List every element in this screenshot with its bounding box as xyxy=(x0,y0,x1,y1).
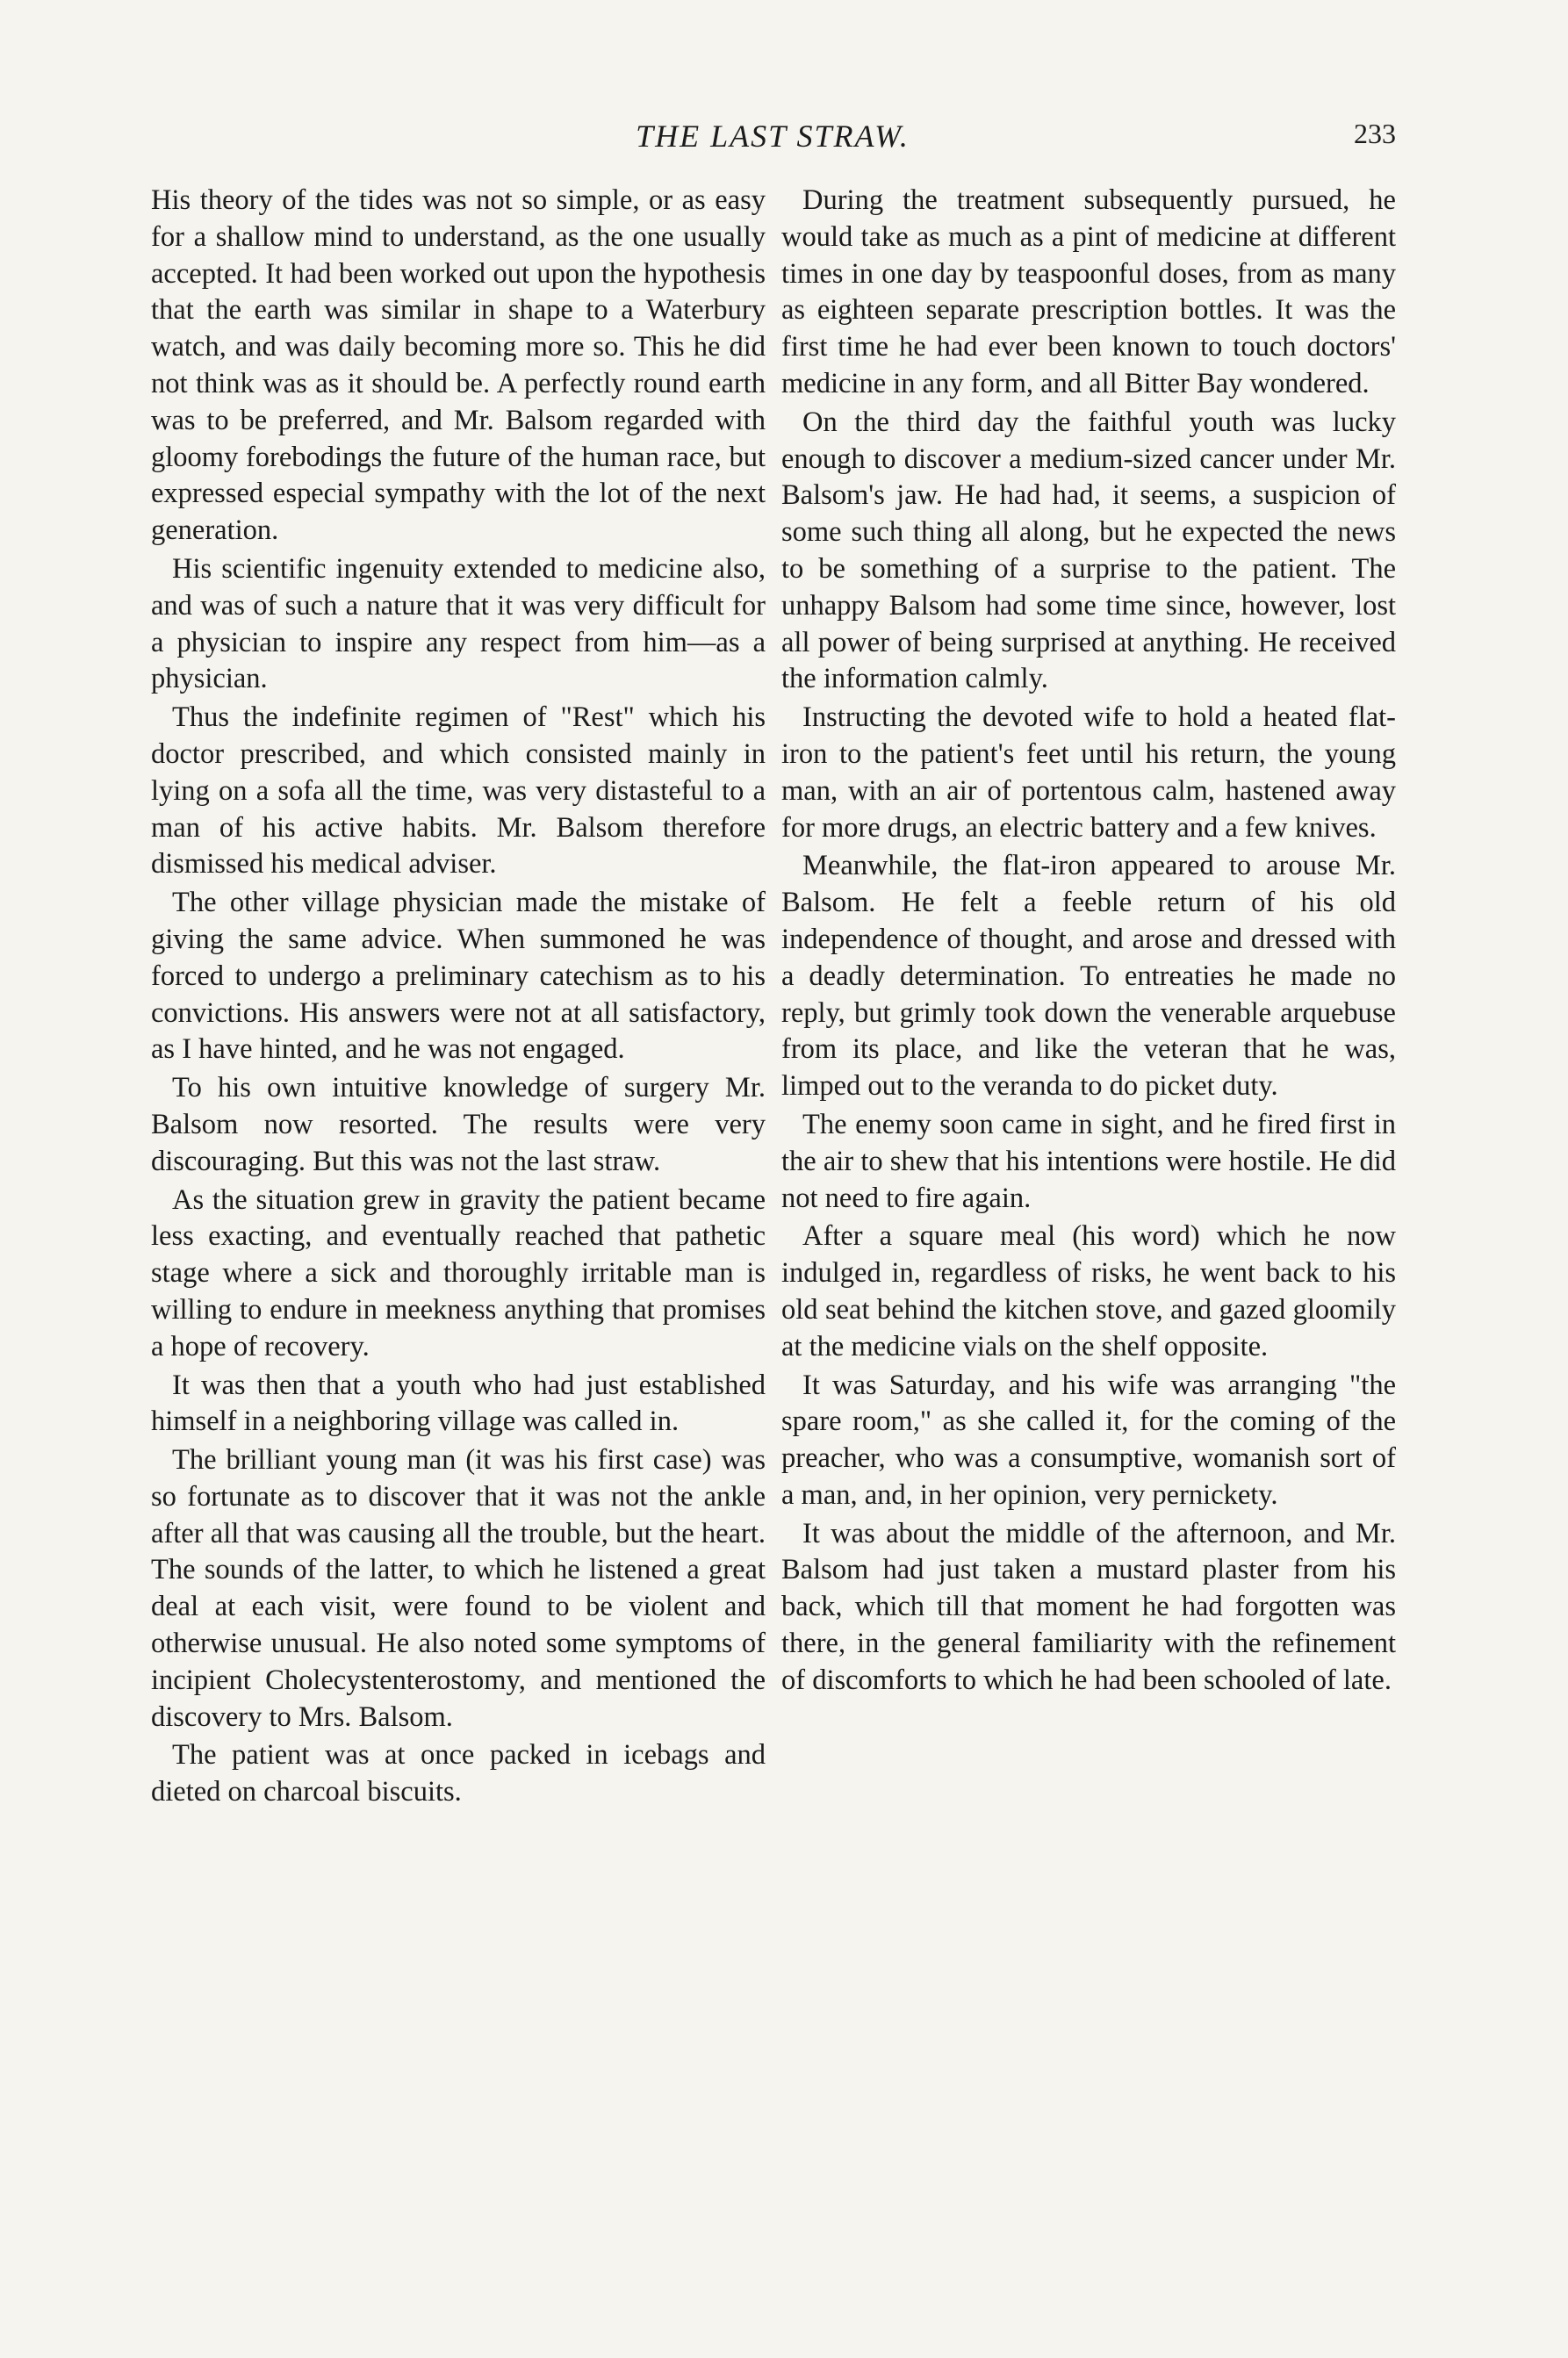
paragraph: His theory of the tides was not so simple, or as easy for a shallow mind to understand, as the one usually accepted. It had been worked out upon the hypothesis that the earth was similar in shape to a Waterbury watch, and was daily becoming more so. This he did not think was as it should be. A perfectly round earth was to be preferred, and Mr. Balsom regarded with gloomy forebodings the future of the human race, but expressed especial sympathy with the lot of the next generation. xyxy=(151,184,766,547)
paragraph: As the situation grew in gravity the patient became less exacting, and eventually reached that pathetic stage where a sick and thoroughly irritable man is willing to endure in meekness anything that promises a hope of recovery. xyxy=(151,1183,766,1362)
left-column xyxy=(151,183,766,1813)
paragraph: During the treatment subsequently pursued, he would take as much as a pint of medicine at different times in one day by teaspoonful doses, from as many as eighteen separate prescription bottles. It was the first time he had ever been known to touch doctors' medicine in any form, and all Bitter Bay wondered. xyxy=(781,184,1396,399)
page-header xyxy=(149,114,1396,167)
paragraph: The brilliant young man (it was his first case) was so fortunate as to discover that it was not the ankle after all that was causing all the trouble, but the heart. The sounds of the latter, to which he listened a great deal at each visit, were found to be violent and otherwise unusual. He also noted some symptoms of incipient Cholecystenterostomy, and mentioned the discovery to Mrs. Balsom. xyxy=(151,1444,766,1733)
paragraph: After a square meal (his word) which he now indulged in, regardless of risks, he went back to his old seat behind the kitchen stove, and gazed gloomily at the medicine vials on the shelf opposite. xyxy=(781,1220,1396,1362)
running-title: THE LAST STRAW. xyxy=(636,119,910,154)
paragraph: His scientific ingenuity extended to medicine also, and was of such a nature that it was very difficult for a physician to inspire any respect from him—as a physician. xyxy=(151,552,766,695)
paragraph: Meanwhile, the flat-iron appeared to arouse Mr. Balsom. He felt a feeble return of his old independence of thought, and arose and dressed with a deadly determination. To entreaties he made no reply, but grimly took down the venerable arquebuse from its place, and like the veteran that he was, limped out to the veranda to do picket duty. xyxy=(781,850,1396,1103)
paragraph: It was about the middle of the afternoon, and Mr. Balsom had just taken a mustard plaster from his back, which till that moment he had forgotten was there, in the general familiarity with the refinement of discomforts to which he had been schooled of late. xyxy=(781,1517,1396,1696)
paragraph: On the third day the faithful youth was lucky enough to discover a medium-sized cancer under Mr. Balsom's jaw. He had had, it seems, a suspicion of some such thing all along, but he expected the news to be something of a surprise to the patient. The unhappy Balsom had some time since, however, lost all power of being surprised at anything. He received the information calmly. xyxy=(781,406,1396,695)
paragraph: The enemy soon came in sight, and he fired first in the air to shew that his intentions were hostile. He did not need to fire again. xyxy=(781,1108,1396,1214)
paragraph: It was Saturday, and his wife was arranging "the spare room," as she called it, for the coming of the preacher, who was a consumptive, womanish sort of a man, and, in her opinion, very pernickety. xyxy=(781,1369,1396,1511)
paragraph: It was then that a youth who had just established himself in a neighboring village was called in. xyxy=(151,1369,766,1438)
page-number: 233 xyxy=(1354,118,1396,149)
paragraph: To his own intuitive knowledge of surgery Mr. Balsom now resorted. The results were very discouraging. But this was not the last straw. xyxy=(151,1072,766,1177)
paragraph: The other village physician made the mistake of giving the same advice. When summoned he was forced to undergo a preliminary catechism as to his convictions. His answers were not at all satisfactory, as I have hinted, and he was not engaged. xyxy=(151,887,766,1066)
paragraph: Thus the indefinite regimen of "Rest" which his doctor prescribed, and which consisted mainly in lying on a sofa all the time, was very distasteful to a man of his active habits. Mr. Balsom therefore dismissed his medical adviser. xyxy=(151,701,766,881)
paragraph: Instructing the devoted wife to hold a heated flat-iron to the patient's feet until his return, the young man, with an air of portentous calm, hastened away for more drugs, an electric battery and a few knives. xyxy=(781,701,1396,844)
right-column xyxy=(781,183,1396,1701)
paragraph: The patient was at once packed in icebags and dieted on charcoal biscuits. xyxy=(151,1739,766,1808)
